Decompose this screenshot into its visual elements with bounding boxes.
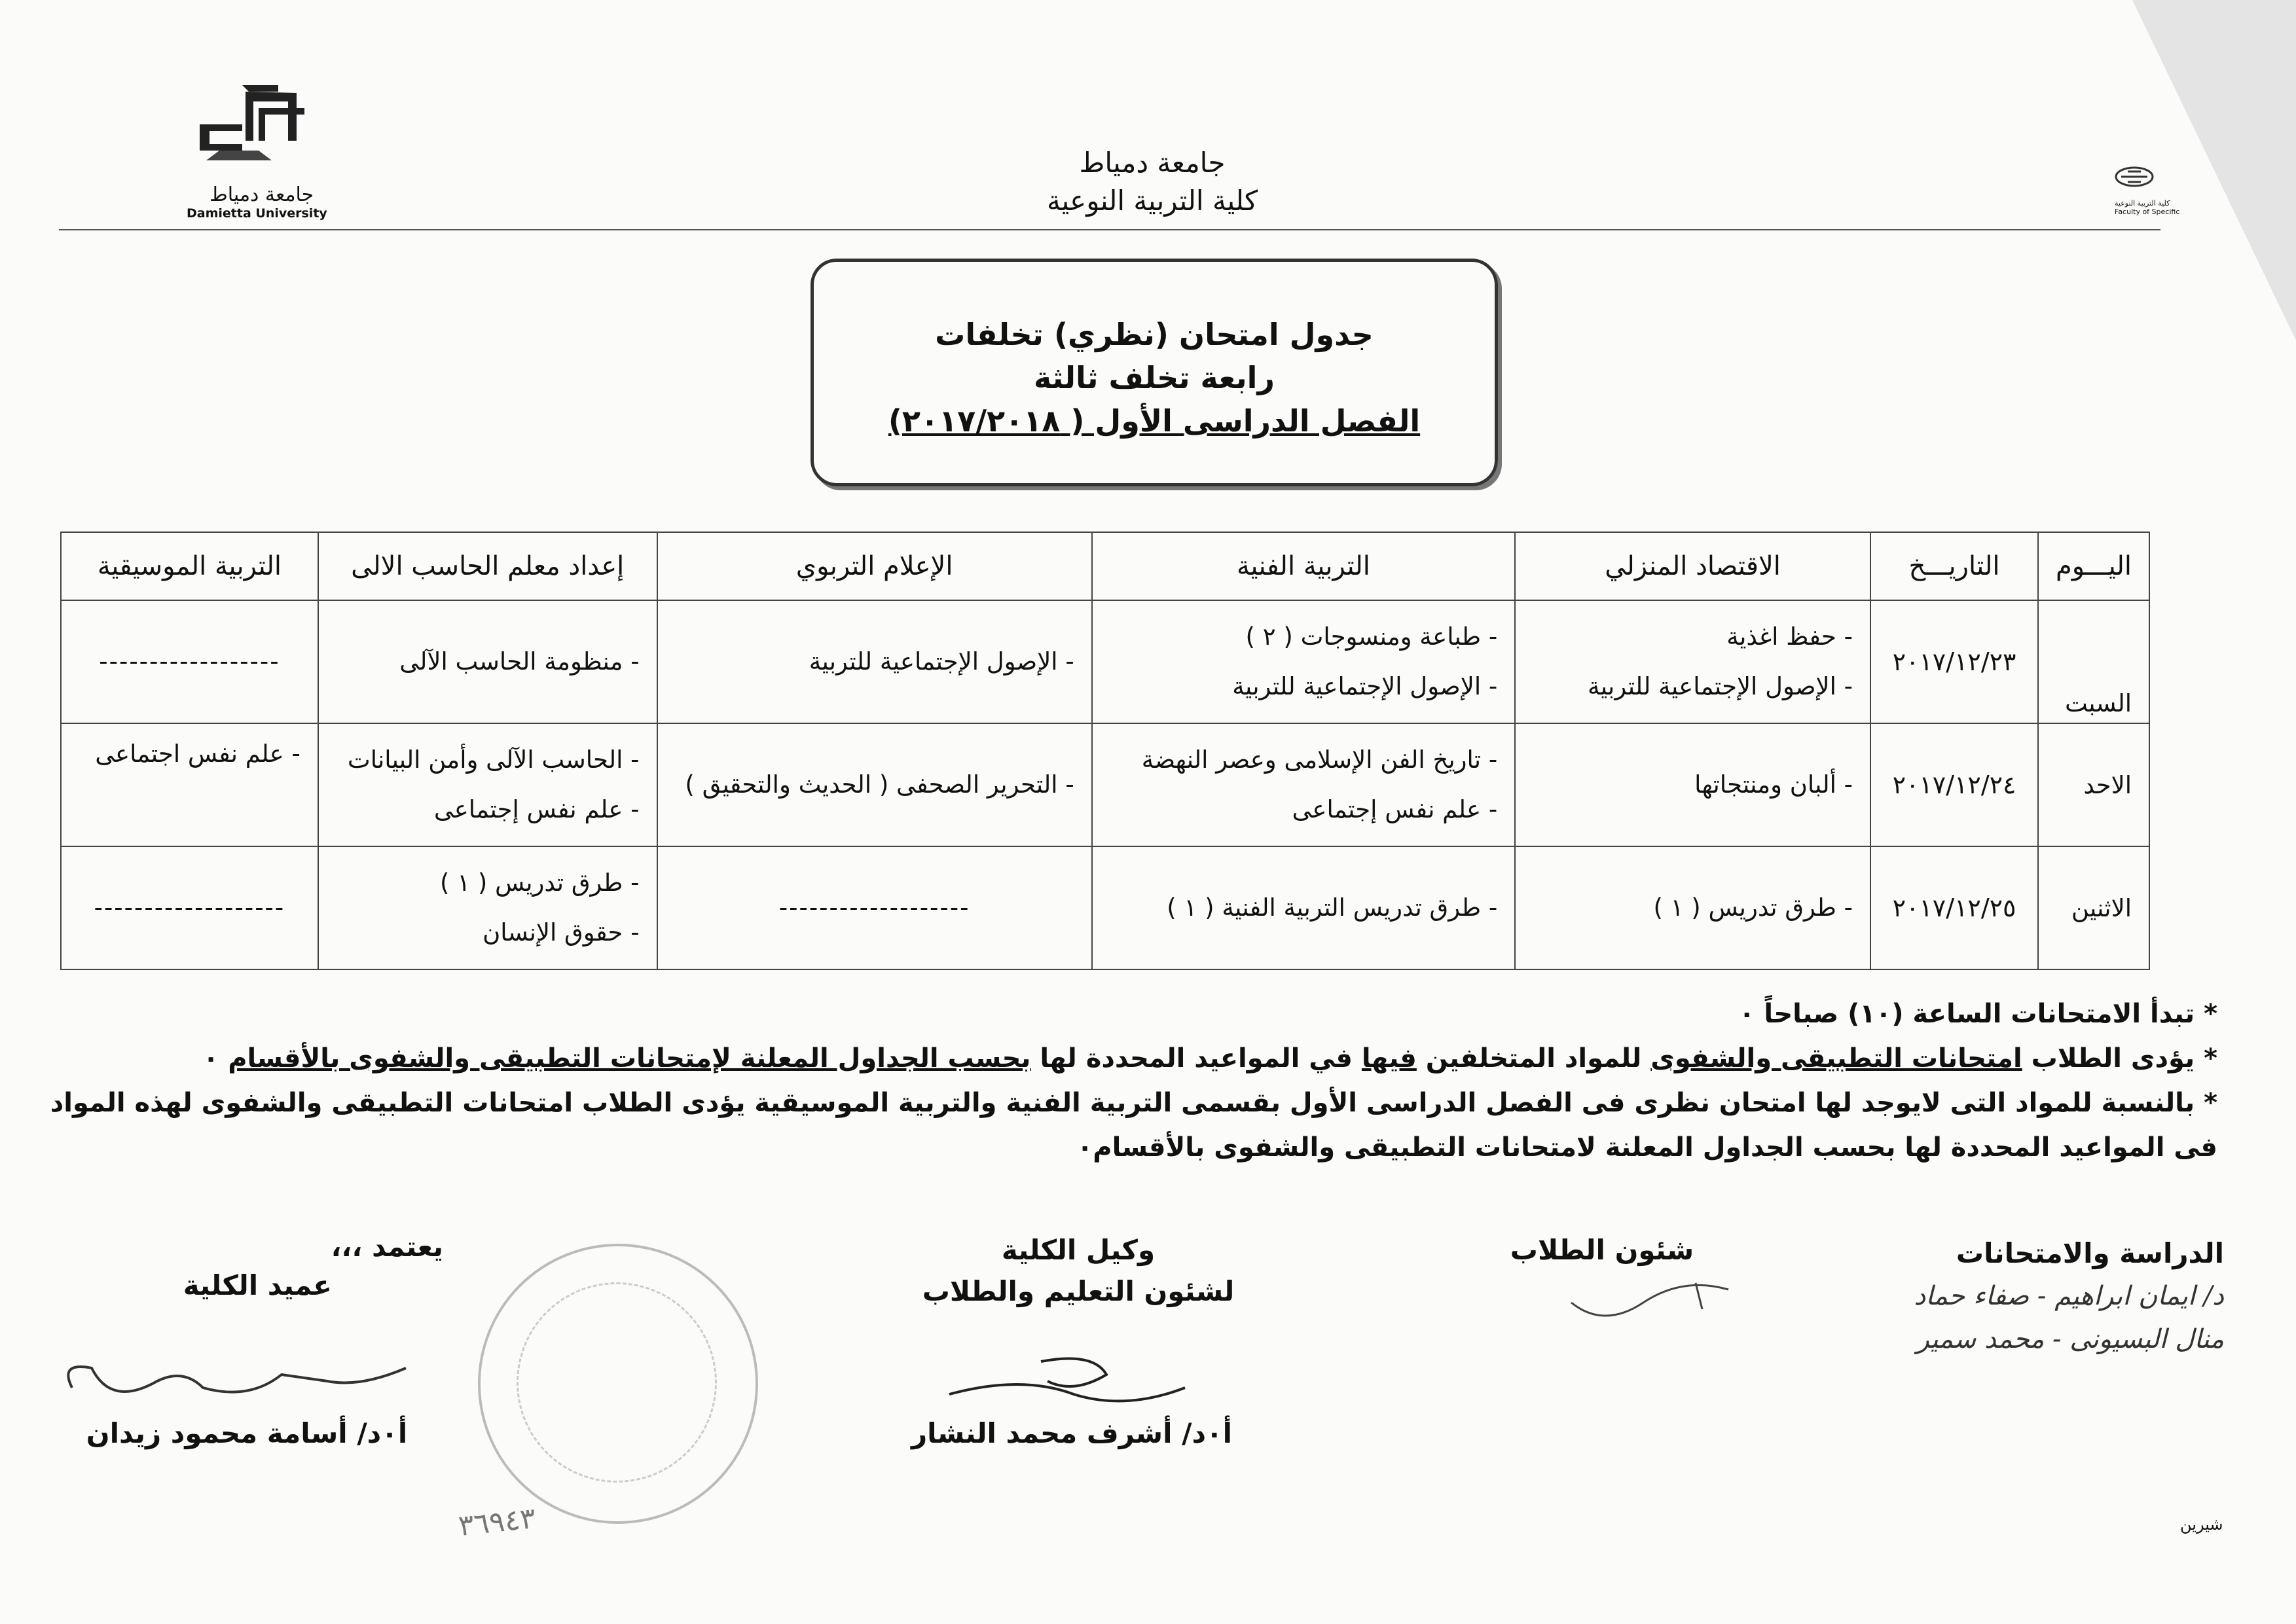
dean-signature xyxy=(52,1342,419,1420)
exams-staff-handwritten-2: منال البسيونى - محمد سمير xyxy=(1916,1324,2224,1354)
university-name: جامعة دمياط xyxy=(1079,147,1226,179)
subject: - طباعة ومنسوجات ( ٢ ) xyxy=(1245,623,1498,651)
note-no-theory-exam: * بالنسبة للمواد التى لايوجد لها امتحان نظرى فى الفصل الدراسى الأول بقسمى التربية الفنية والتربية الموسيقية يؤدى الطلاب امتحانات التطبيقى والشفوى لهذه المواد فى المواعيد المحددة لها بحسب الجداول المعلنة لامتحانات التطبيقى والشفوى بالأقسام٠ xyxy=(50,1088,2217,1163)
row-date: ٢٠١٧/١٢/٢٥ xyxy=(1870,846,2038,969)
table-row xyxy=(61,600,2149,723)
cell-art-education xyxy=(1092,723,1516,846)
cell-home-economics xyxy=(1515,846,1870,969)
exam-schedule-table xyxy=(60,532,2150,970)
subject: - الإصول الإجتماعية للتربية xyxy=(1232,672,1498,700)
note-segment-underlined: بحسب الجداول المعلنة لإمتحانات التطبيقى والشفوى بالأقسام xyxy=(228,1043,1031,1074)
dean-title: عميد الكلية xyxy=(183,1269,332,1301)
title-line-2: رابعة تخلف ثالثة xyxy=(1034,360,1275,395)
cell-art-education xyxy=(1092,600,1516,723)
subject: - تاريخ الفن الإسلامى وعصر النهضة xyxy=(1141,746,1498,774)
university-emblem-icon xyxy=(180,79,318,183)
seal-inner-ring xyxy=(517,1282,717,1483)
dean-block xyxy=(50,1231,443,1301)
empty-placeholder: ------------------- xyxy=(778,893,970,922)
header-computer-teacher: إعداد معلم الحاسب الالى xyxy=(318,532,657,600)
vice-dean-block xyxy=(888,1234,1268,1307)
dean-name: أ٠د/ أسامة محمود زيدان xyxy=(86,1417,408,1449)
note-segment-underlined: فيها xyxy=(1361,1043,1417,1074)
note-segment: في المواعيد المحددة لها xyxy=(1030,1043,1362,1074)
subject: - الإصول الإجتماعية للتربية xyxy=(809,647,1074,676)
empty-placeholder: ------------------- xyxy=(94,893,285,922)
header-art-education: التربية الفنية xyxy=(1092,532,1516,600)
note-practical-exams xyxy=(31,1036,2217,1081)
cell-music-education xyxy=(61,600,318,723)
cell-home-economics xyxy=(1515,600,1870,723)
table-header-row xyxy=(61,532,2149,600)
header-educational-media: الإعلام التربوي xyxy=(657,532,1092,600)
faculty-seal-stamp xyxy=(478,1244,758,1524)
logo-english-text: Damietta University xyxy=(187,206,327,221)
cell-computer-teacher xyxy=(318,600,657,723)
exams-department-block xyxy=(1857,1237,2224,1354)
title-line-1: جدول امتحان (نظري) تخلفات xyxy=(935,317,1374,352)
cell-home-economics xyxy=(1515,723,1870,846)
exams-staff-handwritten-1: د/ ايمان ابراهيم - صفاء حماد xyxy=(1914,1281,2224,1311)
row-date: ٢٠١٧/١٢/٢٣ xyxy=(1870,600,2038,723)
note-segment-underlined: امتحانات التطبيقى والشفوى xyxy=(1650,1043,2022,1074)
dean-approval: يعتمد ،،، xyxy=(331,1231,443,1263)
empty-placeholder: ------------------ xyxy=(99,647,280,676)
subject: - حقوق الإنسان xyxy=(483,918,640,947)
faculty-logo-arabic: كلية التربية النوعية xyxy=(2115,199,2170,208)
subject: - علم نفس إجتماعى xyxy=(433,795,640,823)
note-segment: ٠ xyxy=(202,1043,228,1074)
student-affairs-signature xyxy=(1565,1276,1735,1329)
cell-art-education xyxy=(1092,846,1516,969)
subject: - التحرير الصحفى ( الحديث والتحقيق ) xyxy=(685,770,1074,799)
cell-educational-media xyxy=(657,846,1092,969)
logo-arabic-text: جامعة دمياط xyxy=(210,183,314,206)
institution-header xyxy=(1021,144,1283,220)
faculty-name: كلية التربية النوعية xyxy=(1046,185,1258,217)
subject: - علم نفس إجتماعى xyxy=(1292,795,1498,823)
title-line-3: الفصل الدراسى الأول ( ٢٠١٧/٢٠١٨) xyxy=(888,403,1421,439)
cell-computer-teacher xyxy=(318,723,657,846)
row-day: السبت xyxy=(2038,600,2149,723)
row-date: ٢٠١٧/١٢/٢٤ xyxy=(1870,723,2038,846)
cell-educational-media xyxy=(657,600,1092,723)
subject: - ألبان ومنتجاتها xyxy=(1694,770,1853,799)
subject: - طرق تدريس ( ١ ) xyxy=(1653,893,1853,922)
row-day: الاثنين xyxy=(2038,846,2149,969)
damietta-university-logo xyxy=(180,79,331,221)
student-affairs-block xyxy=(1478,1234,1726,1266)
cell-educational-media xyxy=(657,723,1092,846)
subject: - علم نفس اجتماعى xyxy=(95,740,301,768)
header-music-education: التربية الموسيقية xyxy=(61,532,318,600)
exams-department-title: الدراسة والامتحانات xyxy=(1956,1237,2224,1269)
header-divider xyxy=(59,229,2160,230)
note-segment: للمواد المتخلفين xyxy=(1416,1043,1651,1074)
table-row xyxy=(61,846,2149,969)
header-day: اليـــوم xyxy=(2038,532,2149,600)
header-date: التاريـــخ xyxy=(1870,532,2038,600)
subject: - حفظ اغذية xyxy=(1726,623,1853,651)
reference-number: ٣٦٩٤٣ xyxy=(456,1501,538,1543)
notes-section xyxy=(31,992,2217,1170)
schedule-title-box xyxy=(811,259,1498,486)
cell-computer-teacher xyxy=(318,846,657,969)
row-day: الاحد xyxy=(2038,723,2149,846)
faculty-logo-english: Faculty of Specific xyxy=(2115,208,2180,216)
subject: - الحاسب الآلى وأمن البيانات xyxy=(347,746,640,774)
note-start-time: * تبدأ الامتحانات الساعة (١٠) صباحاً ٠ xyxy=(1738,999,2217,1029)
faculty-emblem-icon xyxy=(2115,157,2167,196)
vice-dean-subtitle: لشئون التعليم والطلاب xyxy=(922,1275,1235,1307)
vice-dean-name: أ٠د/ أشرف محمد النشار xyxy=(911,1417,1233,1449)
vice-dean-title: وكيل الكلية xyxy=(1001,1234,1156,1266)
faculty-logo xyxy=(2115,157,2187,216)
header-home-economics: الاقتصاد المنزلي xyxy=(1515,532,1870,600)
cell-music-education xyxy=(61,846,318,969)
typist-name: شيرين xyxy=(2180,1515,2223,1534)
table-row xyxy=(61,723,2149,846)
student-affairs-title: شئون الطلاب xyxy=(1510,1234,1694,1266)
subject: - منظومة الحاسب الآلى xyxy=(399,647,640,676)
cell-music-education xyxy=(61,723,318,846)
subject: - طرق تدريس ( ١ ) xyxy=(440,869,640,897)
subject: - طرق تدريس التربية الفنية ( ١ ) xyxy=(1167,893,1498,922)
vice-dean-signature xyxy=(943,1348,1192,1420)
subject: - الإصول الإجتماعية للتربية xyxy=(1588,672,1853,700)
note-segment: * يؤدى الطلاب xyxy=(2022,1043,2217,1074)
